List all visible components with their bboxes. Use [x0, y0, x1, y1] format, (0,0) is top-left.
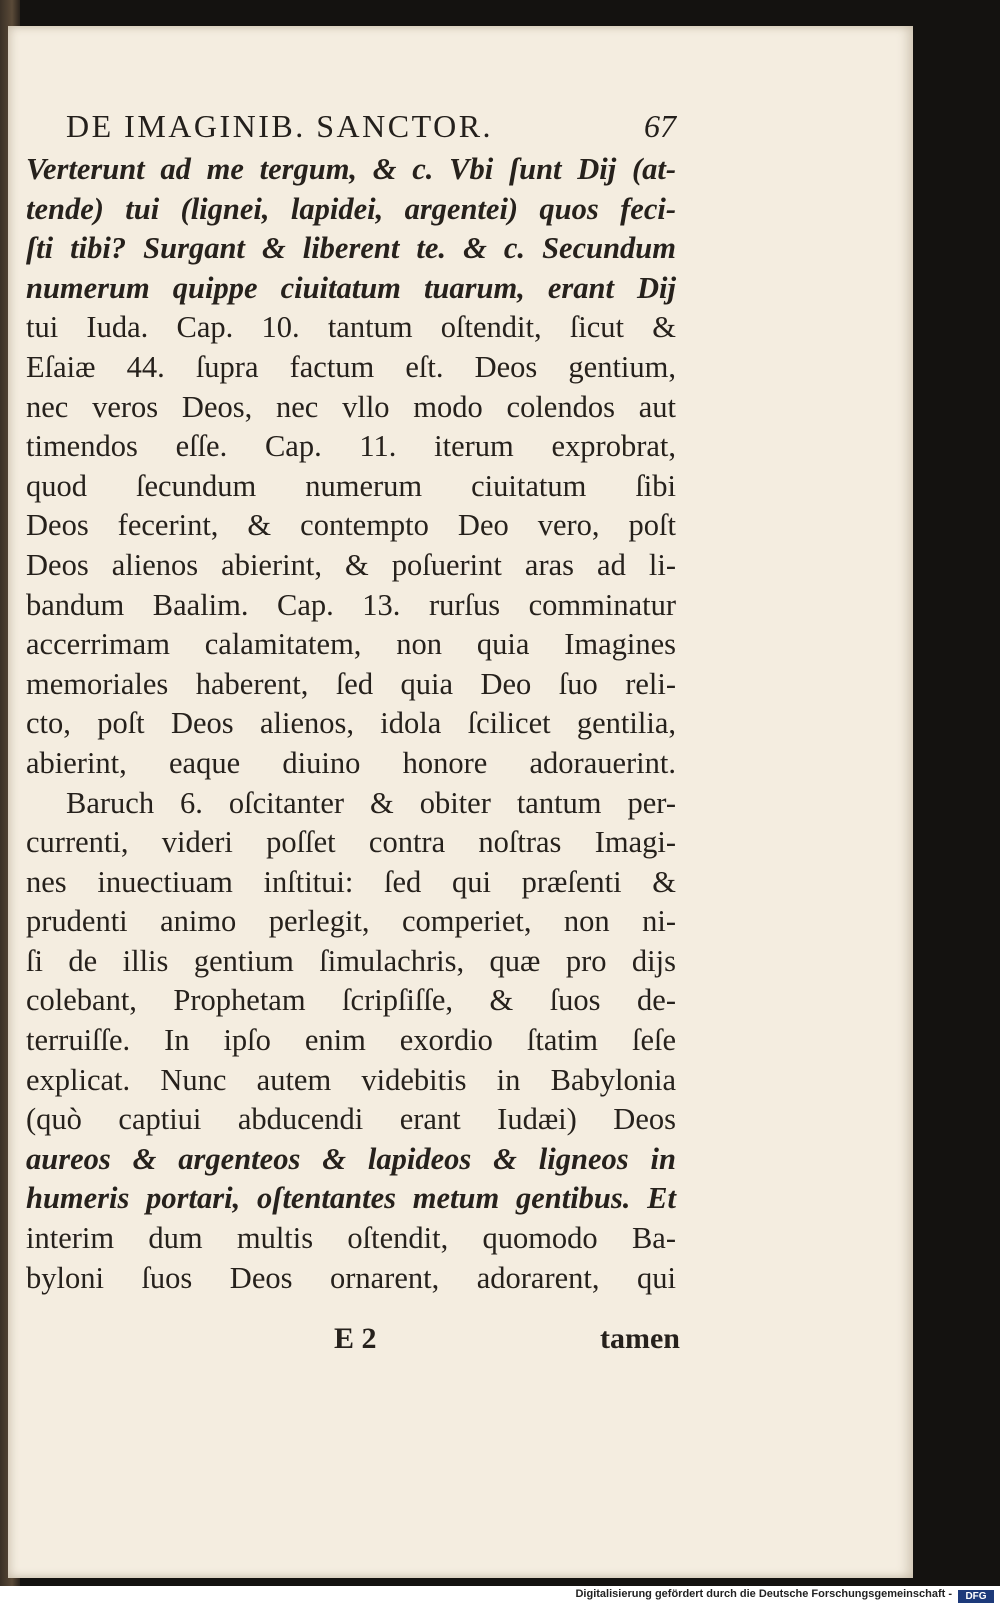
- text-line: nes inuectiuam inſtitui: ſed qui præſenti &: [26, 864, 676, 899]
- body-text: [26, 150, 676, 1298]
- page-number: 67: [644, 108, 676, 144]
- page-footer: [26, 1322, 680, 1362]
- text-line: abierint, eaque diuino honore adorauerint.: [26, 745, 676, 780]
- text-line: tende) tui (lignei, lapidei, argentei) quos feci-: [26, 191, 676, 226]
- text-line: Deos fecerint, & contempto Deo vero, poſt: [26, 508, 676, 543]
- text-line: ſti tibi? Surgant & liberent te. & c. Secundum: [26, 231, 676, 266]
- text-line: Baruch 6. oſcitanter & obiter tantum per-: [66, 785, 676, 820]
- text-line: timendos eſſe. Cap. 11. iterum exprobrat,: [26, 429, 676, 464]
- text-line: terruiſſe. In ipſo enim exordio ſtatim ſeſe: [26, 1023, 676, 1058]
- text-line: interim dum multis oſtendit, quomodo Ba-: [26, 1221, 676, 1256]
- text-line: numerum quippe ciuitatum tuarum, erant Dij: [26, 270, 676, 305]
- text-line: aureos & argenteos & lapideos & ligneos in: [26, 1141, 676, 1176]
- dfg-logo: DFG: [958, 1590, 994, 1603]
- text-line: Deos alienos abierint, & poſuerint aras ad li-: [26, 547, 676, 582]
- text-line: prudenti animo perlegit, comperiet, non ni-: [26, 904, 676, 939]
- text-line: accerrimam calamitatem, non quia Imagines: [26, 627, 676, 662]
- running-header: [66, 108, 676, 148]
- text-line: bandum Baalim. Cap. 13. rurſus comminatur: [26, 587, 676, 622]
- text-line: humeris portari, oſtentantes metum gentibus. Et: [26, 1181, 676, 1216]
- text-line: byloni ſuos Deos ornarent, adorarent, qui: [26, 1260, 676, 1295]
- text-line: tui Iuda. Cap. 10. tantum oſtendit, ſicut &: [26, 310, 676, 345]
- signature-mark: E 2: [334, 1322, 377, 1355]
- running-header-title: DE IMAGINIB. SANCTOR.: [66, 108, 494, 144]
- digitization-credit: Digitalisierung gefördert durch die Deutsche Forschungsgemeinschaft -: [575, 1588, 952, 1600]
- text-line: explicat. Nunc autem videbitis in Babylonia: [26, 1062, 676, 1097]
- text-line: currenti, videri poſſet contra noſtras Imagi-: [26, 825, 676, 860]
- text-line: ſi de illis gentium ſimulachris, quæ pro dijs: [26, 943, 676, 978]
- text-line: colebant, Prophetam ſcripſiſſe, & ſuos de-: [26, 983, 676, 1018]
- catchword: tamen: [600, 1322, 680, 1355]
- text-line: nec veros Deos, nec vllo modo colendos aut: [26, 389, 676, 424]
- text-line: Eſaiæ 44. ſupra factum eſt. Deos gentium,: [26, 349, 676, 384]
- text-line: quod ſecundum numerum ciuitatum ſibi: [26, 468, 676, 503]
- text-line: memoriales haberent, ſed quia Deo ſuo reli-: [26, 666, 676, 701]
- text-line: Verterunt ad me tergum, & c. Vbi ſunt Dij (at-: [26, 152, 676, 186]
- text-line: cto, poſt Deos alienos, idola ſcilicet gentilia,: [26, 706, 676, 741]
- text-line: (quò captiui abducendi erant Iudæi) Deos: [26, 1102, 676, 1137]
